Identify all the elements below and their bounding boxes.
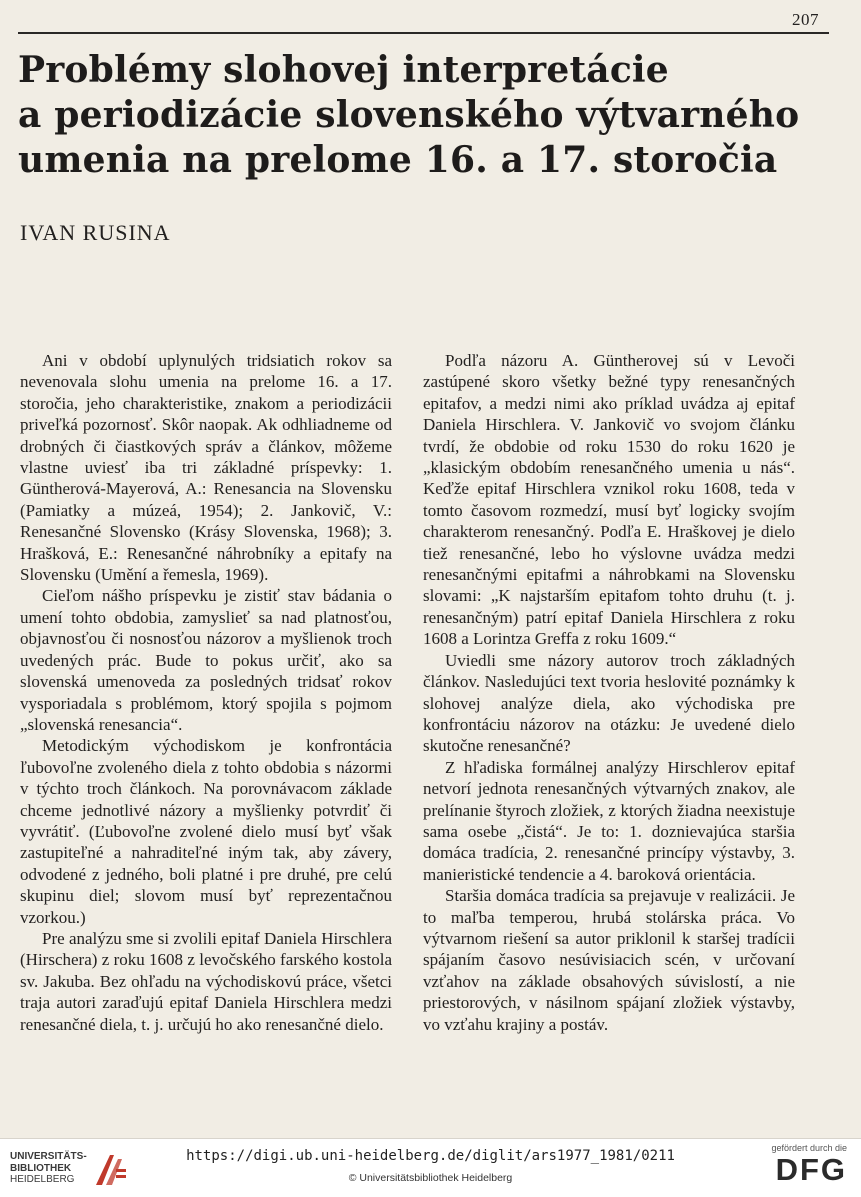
right-text-column bbox=[423, 350, 795, 1035]
title-line-3: umenia na prelome 16. a 17. storočia bbox=[18, 139, 778, 181]
funding-note: gefördert durch die bbox=[771, 1143, 847, 1153]
paragraph: Metodickým východiskom je konfrontácia ľubovoľne zvoleného diela z tohto obdobia s názormi v týchto troch článkoch. Na porovnávacom základe chceme jednotlivé názory a myšlienky potvrdiť či vyvrátiť. (Ľubovoľne zvolené dielo musí byť však zastupiteľné a nahraditeľné iným tak, aby závery, odvodené z jedného, boli platné i pre druhé, pre celú skupinu diel; slovom musí byť reprezentačnou vzorkou.) bbox=[20, 736, 392, 927]
paragraph: Staršia domáca tradícia sa prejavuje v realizácii. Je to maľba temperou, hrubá stolárska práca. Vo výtvarnom riešení sa autor priklonil k staršej tradícii spájaním časovo nesúvisiacich scén, v určovaní vzťahov na základe obsahových súvislostí, a nie priestorových, v násilnom spájaní zložiek výstavby, vo vzťahu krajiny a postáv. bbox=[423, 886, 795, 1034]
viewer-footer bbox=[0, 1138, 861, 1197]
title-line-2: a periodizácie slovenského výtvarného bbox=[18, 94, 800, 136]
dfg-logo[interactable]: DFG bbox=[775, 1152, 847, 1187]
library-name-line-3: HEIDELBERG bbox=[10, 1174, 75, 1185]
paragraph: Z hľadiska formálnej analýzy Hirschlerov epitaf netvorí jednota renesančných výtvarných znakov, ale prelínanie štyroch zložiek, z ktorých žiadna neexistuje sama osebe „čistá“. Je to: 1. doznievajúca staršia domáca tradícia, 2. renesančné princípy výstavby, 3. manieristické tendencie a 4. baroková orientácia. bbox=[423, 757, 795, 884]
paragraph: Pre analýzu sme si zvolili epitaf Daniela Hirschlera (Hirschera) z roku 1608 z levočského farského kostola sv. Jakuba. Bez ohľadu na východiskovú práce, všetci traja autori zaraďujú epitaf Daniela Hirschlera medzi renesančné diela, t. j. určujú ho ako renesančné dielo. bbox=[20, 928, 392, 1034]
paragraph: Cieľom nášho príspevku je zistiť stav bádania o umení tohto obdobia, zamyslieť sa nad platnosťou, objavnosťou či nosnosťou názorov a myšlienok troch uvedených prác. Bude to pokus určiť, ako sa slovenská umenoveda za posledných tridsať rokov vysporiadala s problémom, ktorý spojila s pojmom „slovenská renesancia“. bbox=[20, 586, 392, 734]
article-title bbox=[18, 48, 818, 183]
library-name-line-1: UNIVERSITÄTS- bbox=[10, 1151, 87, 1162]
paragraph: Uviedli sme názory autorov troch základných článkov. Nasledujúci text tvoria heslovité poznámky k slohovej analýze diela, ako východiska pre konfrontáciu názorov na otázku: Je uvedené dielo skutočne renesančné? bbox=[423, 650, 795, 756]
copyright-notice: © Universitätsbibliothek Heidelberg bbox=[348, 1172, 513, 1184]
paragraph: Ani v období uplynulých tridsiatich rokov sa nevenovala slohu umenia na prelome 16. a 17. storočia, jeho charakteristike, znakom a periodizácii priveľká pozornosť. Skôr naopak. Ak odhliadneme od drobných či čiastkových správ a článkov, môžeme vlastne uviesť iba tri základné príspevky: 1. Güntherová-Mayerová, A.: Renesancia na Slovensku (Pamiatky a múzeá, 1954); 2. Jankovič, V.: Renesančné Slovensko (Krásy Slovenska, 1968); 3. Hrašková, E.: Renesančné náhrobníky a epitafy na Slovensku (Umění a řemesla, 1969). bbox=[20, 351, 392, 585]
title-line-1: Problémy slohovej interpretácie bbox=[18, 49, 669, 91]
permalink-url[interactable]: https://digi.ub.uni-heidelberg.de/diglit/ars1977_1981/0211 bbox=[186, 1148, 675, 1164]
header-rule bbox=[18, 32, 829, 34]
left-text-column bbox=[20, 350, 392, 1035]
article-author: IVAN RUSINA bbox=[20, 220, 171, 245]
library-name-line-2: BIBLIOTHEK bbox=[10, 1162, 72, 1174]
page-number: 207 bbox=[792, 10, 819, 29]
paragraph: Podľa názoru A. Güntherovej sú v Levoči zastúpené skoro všetky bežné typy renesančných epitafov, a medzi nimi ako príklad uvádza aj epitaf Daniela Hirschlera. V. Jankovič vo svojom článku tvrdí, že obdobie od roku 1530 do roku 1620 je „klasickým obdobím renesančného umenia u nás“. Keďže epitaf Hirschlera vznikol roku 1608, teda v tomto časovom rozmedzí, musí byť logicky svojím charakterom renesančný. Podľa E. Hraškovej je dielo tiež renesančné, lebo ho výslovne uvádza medzi renesančnými epitafmi a náhrobkami na Slovensku slovami: „K najstarším epitafom tohto druhu (t. j. renesančným) patrí epitaf Daniela Hirschlera z roku 1608 a Lorintza Greffa z roku 1609.“ bbox=[423, 351, 795, 649]
